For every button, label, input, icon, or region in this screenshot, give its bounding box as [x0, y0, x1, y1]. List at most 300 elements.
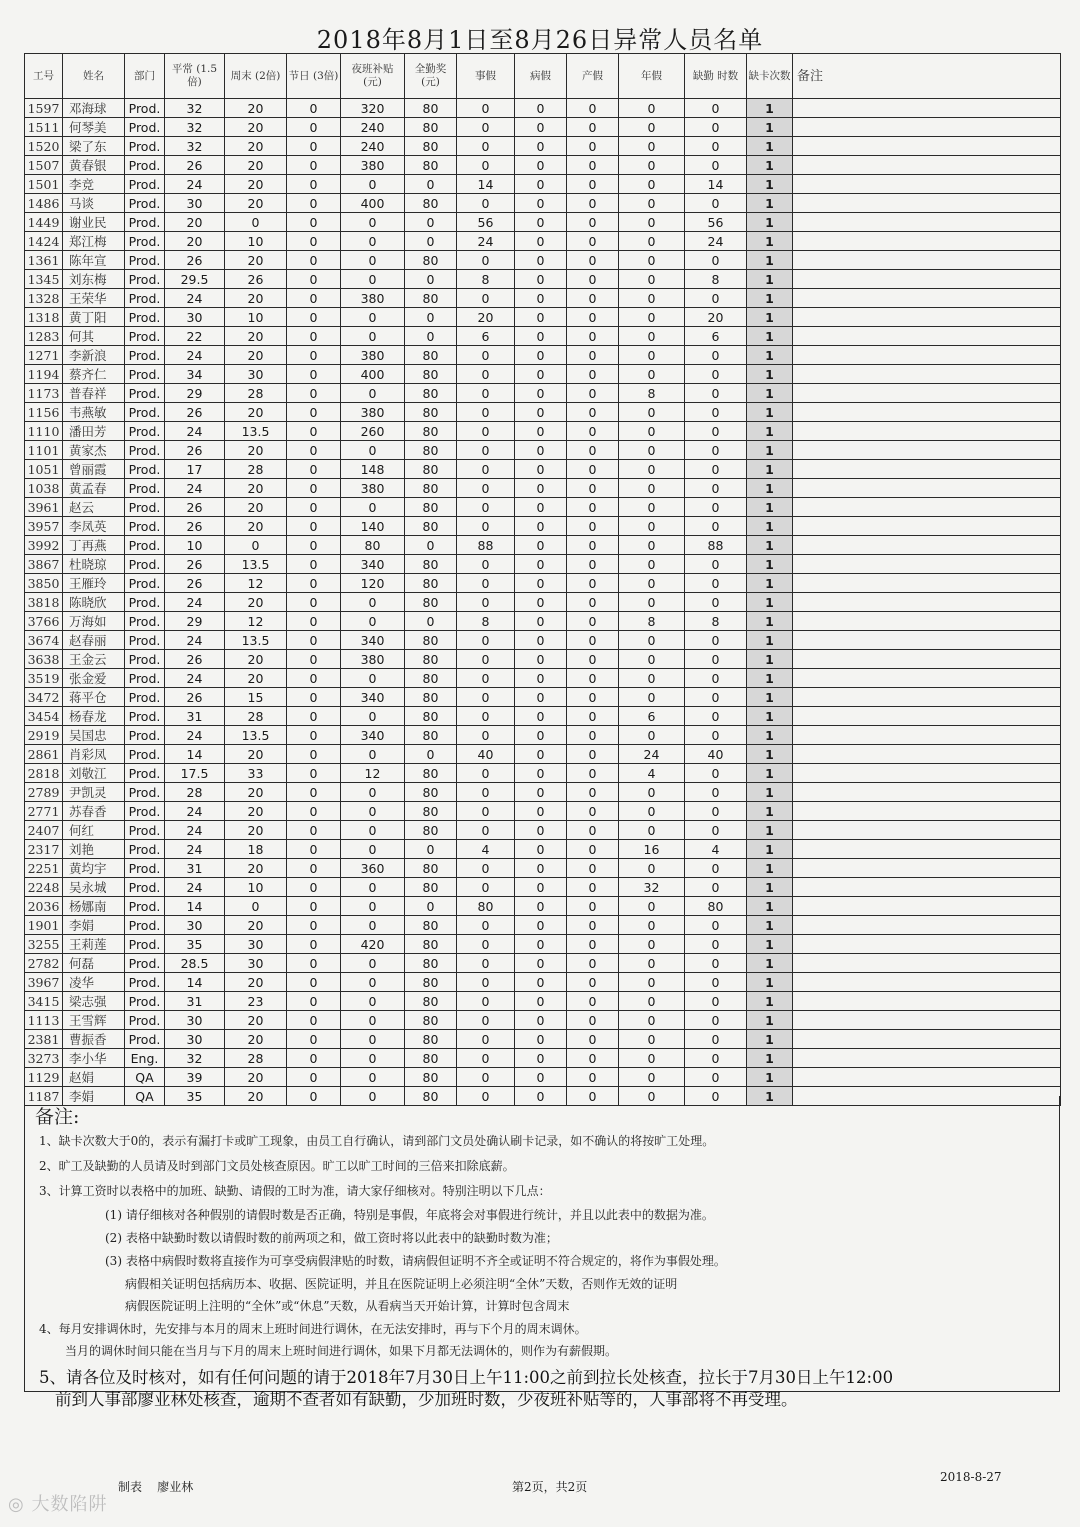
weekend-ot-cell: 20 — [225, 156, 287, 175]
remark-cell — [793, 137, 1061, 156]
weekend-ot-cell: 20 — [225, 1011, 287, 1030]
maternity-leave-cell: 0 — [567, 745, 619, 764]
employee-id-cell: 2861 — [25, 745, 63, 764]
night-allowance-cell: 0 — [341, 1087, 405, 1106]
personal-leave-cell: 0 — [457, 821, 515, 840]
weekend-ot-cell: 20 — [225, 346, 287, 365]
annual-leave-cell: 0 — [619, 802, 685, 821]
weekend-ot-cell: 20 — [225, 403, 287, 422]
remark-cell — [793, 859, 1061, 878]
maternity-leave-cell: 0 — [567, 384, 619, 403]
maternity-leave-cell: 0 — [567, 650, 619, 669]
maternity-leave-cell: 0 — [567, 688, 619, 707]
department-cell: Prod. — [125, 422, 165, 441]
holiday-ot-cell: 0 — [287, 802, 341, 821]
night-allowance-cell: 0 — [341, 1068, 405, 1087]
annual-leave-cell: 4 — [619, 764, 685, 783]
missing-punch-count-cell: 1 — [747, 1068, 793, 1087]
annual-leave-cell: 0 — [619, 403, 685, 422]
maternity-leave-cell: 0 — [567, 479, 619, 498]
sick-leave-cell: 0 — [515, 707, 567, 726]
maternity-leave-cell: 0 — [567, 935, 619, 954]
department-cell: Prod. — [125, 555, 165, 574]
holiday-ot-cell: 0 — [287, 555, 341, 574]
employee-name-cell: 李凤英 — [63, 517, 125, 536]
missing-punch-count-cell: 1 — [747, 346, 793, 365]
maternity-leave-cell: 0 — [567, 270, 619, 289]
table-row — [25, 821, 1061, 840]
sick-leave-cell: 0 — [515, 232, 567, 251]
weekend-ot-cell: 20 — [225, 1068, 287, 1087]
employee-name-cell: 万海如 — [63, 612, 125, 631]
department-cell: Prod. — [125, 802, 165, 821]
page-number: 第2页，共2页 — [512, 1480, 588, 1494]
missing-punch-count-cell: 1 — [747, 289, 793, 308]
employee-name-cell: 刘敬江 — [63, 764, 125, 783]
weekday-ot-cell: 30 — [165, 1011, 225, 1030]
night-allowance-cell: 0 — [341, 384, 405, 403]
header-cell: 缺卡次数 — [747, 54, 793, 99]
employee-id-cell: 3255 — [25, 935, 63, 954]
employee-name-cell: 潘田芳 — [63, 422, 125, 441]
table-row — [25, 251, 1061, 270]
missing-punch-count-cell: 1 — [747, 1030, 793, 1049]
prepared-name: 廖业林 — [157, 1480, 194, 1494]
holiday-ot-cell: 0 — [287, 593, 341, 612]
employee-id-cell: 1187 — [25, 1087, 63, 1106]
weekend-ot-cell: 20 — [225, 783, 287, 802]
employee-id-cell: 2251 — [25, 859, 63, 878]
attendance-bonus-cell: 80 — [405, 935, 457, 954]
annual-leave-cell: 0 — [619, 479, 685, 498]
weekend-ot-cell: 20 — [225, 327, 287, 346]
absence-hours-cell: 88 — [685, 536, 747, 555]
weekend-ot-cell: 20 — [225, 821, 287, 840]
annual-leave-cell: 0 — [619, 498, 685, 517]
employee-id-cell: 1345 — [25, 270, 63, 289]
employee-name-cell: 何其 — [63, 327, 125, 346]
employee-name-cell: 何磊 — [63, 954, 125, 973]
absence-hours-cell: 0 — [685, 1011, 747, 1030]
missing-punch-count-cell: 1 — [747, 327, 793, 346]
attendance-bonus-cell: 80 — [405, 707, 457, 726]
personal-leave-cell: 0 — [457, 574, 515, 593]
holiday-ot-cell: 0 — [287, 821, 341, 840]
department-cell: Prod. — [125, 631, 165, 650]
maternity-leave-cell: 0 — [567, 536, 619, 555]
remark-cell — [793, 1030, 1061, 1049]
sick-leave-cell: 0 — [515, 954, 567, 973]
note-line: 前到人事部廖业林处核查，逾期不查者如有缺勤，少加班时数，少夜班补贴等的，人事部将不再受理。 — [55, 1390, 798, 1409]
annual-leave-cell: 0 — [619, 992, 685, 1011]
missing-punch-count-cell: 1 — [747, 156, 793, 175]
night-allowance-cell: 0 — [341, 498, 405, 517]
remark-cell — [793, 327, 1061, 346]
table-row — [25, 156, 1061, 175]
personal-leave-cell: 0 — [457, 1030, 515, 1049]
table-row — [25, 327, 1061, 346]
personal-leave-cell: 0 — [457, 118, 515, 137]
maternity-leave-cell: 0 — [567, 954, 619, 973]
attendance-bonus-cell: 80 — [405, 593, 457, 612]
table-row — [25, 707, 1061, 726]
annual-leave-cell: 0 — [619, 99, 685, 118]
department-cell: Prod. — [125, 175, 165, 194]
missing-punch-count-cell: 1 — [747, 802, 793, 821]
weekday-ot-cell: 26 — [165, 555, 225, 574]
employee-name-cell: 苏春香 — [63, 802, 125, 821]
weekday-ot-cell: 24 — [165, 840, 225, 859]
header-cell: 夜班补贴 (元) — [341, 54, 405, 99]
missing-punch-count-cell: 1 — [747, 631, 793, 650]
sick-leave-cell: 0 — [515, 840, 567, 859]
remark-cell — [793, 251, 1061, 270]
sick-leave-cell: 0 — [515, 1011, 567, 1030]
attendance-bonus-cell: 80 — [405, 954, 457, 973]
night-allowance-cell: 380 — [341, 289, 405, 308]
employee-name-cell: 吴永城 — [63, 878, 125, 897]
holiday-ot-cell: 0 — [287, 175, 341, 194]
remark-cell — [793, 802, 1061, 821]
weekend-ot-cell: 20 — [225, 1030, 287, 1049]
department-cell: Prod. — [125, 916, 165, 935]
sick-leave-cell: 0 — [515, 973, 567, 992]
table-row — [25, 840, 1061, 859]
attendance-bonus-cell: 80 — [405, 1011, 457, 1030]
night-allowance-cell: 400 — [341, 365, 405, 384]
holiday-ot-cell: 0 — [287, 878, 341, 897]
remark-cell — [793, 574, 1061, 593]
maternity-leave-cell: 0 — [567, 99, 619, 118]
employee-id-cell: 3967 — [25, 973, 63, 992]
personal-leave-cell: 0 — [457, 631, 515, 650]
weekday-ot-cell: 31 — [165, 992, 225, 1011]
attendance-bonus-cell: 0 — [405, 213, 457, 232]
maternity-leave-cell: 0 — [567, 175, 619, 194]
night-allowance-cell: 380 — [341, 156, 405, 175]
department-cell: Prod. — [125, 384, 165, 403]
department-cell: Prod. — [125, 878, 165, 897]
sick-leave-cell: 0 — [515, 726, 567, 745]
absence-hours-cell: 0 — [685, 707, 747, 726]
absence-hours-cell: 0 — [685, 365, 747, 384]
department-cell: Prod. — [125, 498, 165, 517]
maternity-leave-cell: 0 — [567, 612, 619, 631]
personal-leave-cell: 0 — [457, 365, 515, 384]
personal-leave-cell: 0 — [457, 384, 515, 403]
annual-leave-cell: 0 — [619, 916, 685, 935]
attendance-bonus-cell: 80 — [405, 422, 457, 441]
personal-leave-cell: 0 — [457, 802, 515, 821]
table-row — [25, 992, 1061, 1011]
attendance-bonus-cell: 80 — [405, 194, 457, 213]
sick-leave-cell: 0 — [515, 460, 567, 479]
annual-leave-cell: 0 — [619, 650, 685, 669]
holiday-ot-cell: 0 — [287, 764, 341, 783]
header-cell: 产假 — [567, 54, 619, 99]
weekday-ot-cell: 24 — [165, 878, 225, 897]
personal-leave-cell: 0 — [457, 346, 515, 365]
weekday-ot-cell: 34 — [165, 365, 225, 384]
night-allowance-cell: 0 — [341, 821, 405, 840]
weekday-ot-cell: 26 — [165, 498, 225, 517]
holiday-ot-cell: 0 — [287, 783, 341, 802]
attendance-bonus-cell: 0 — [405, 840, 457, 859]
absence-hours-cell: 0 — [685, 555, 747, 574]
remark-cell — [793, 688, 1061, 707]
personal-leave-cell: 0 — [457, 99, 515, 118]
missing-punch-count-cell: 1 — [747, 935, 793, 954]
weekend-ot-cell: 15 — [225, 688, 287, 707]
weekday-ot-cell: 20 — [165, 232, 225, 251]
night-allowance-cell: 0 — [341, 973, 405, 992]
annual-leave-cell: 0 — [619, 783, 685, 802]
personal-leave-cell: 0 — [457, 726, 515, 745]
employee-id-cell: 3850 — [25, 574, 63, 593]
employee-name-cell: 何琴美 — [63, 118, 125, 137]
annual-leave-cell: 0 — [619, 1030, 685, 1049]
attendance-bonus-cell: 80 — [405, 403, 457, 422]
maternity-leave-cell: 0 — [567, 840, 619, 859]
prepared-by — [118, 1478, 193, 1495]
employee-id-cell: 2317 — [25, 840, 63, 859]
holiday-ot-cell: 0 — [287, 1068, 341, 1087]
table-row — [25, 194, 1061, 213]
attendance-bonus-cell: 80 — [405, 878, 457, 897]
personal-leave-cell: 20 — [457, 308, 515, 327]
attendance-bonus-cell: 0 — [405, 308, 457, 327]
sick-leave-cell: 0 — [515, 1087, 567, 1106]
employee-id-cell: 1101 — [25, 441, 63, 460]
remark-cell — [793, 289, 1061, 308]
holiday-ot-cell: 0 — [287, 213, 341, 232]
maternity-leave-cell: 0 — [567, 555, 619, 574]
maternity-leave-cell: 0 — [567, 574, 619, 593]
employee-id-cell: 3638 — [25, 650, 63, 669]
personal-leave-cell: 0 — [457, 441, 515, 460]
employee-name-cell: 凌华 — [63, 973, 125, 992]
table-row — [25, 365, 1061, 384]
maternity-leave-cell: 0 — [567, 289, 619, 308]
weekend-ot-cell: 18 — [225, 840, 287, 859]
weekday-ot-cell: 24 — [165, 631, 225, 650]
absence-hours-cell: 0 — [685, 992, 747, 1011]
maternity-leave-cell: 0 — [567, 859, 619, 878]
employee-id-cell: 1113 — [25, 1011, 63, 1030]
holiday-ot-cell: 0 — [287, 517, 341, 536]
employee-name-cell: 蒋平仓 — [63, 688, 125, 707]
maternity-leave-cell: 0 — [567, 631, 619, 650]
weekday-ot-cell: 26 — [165, 441, 225, 460]
weekday-ot-cell: 14 — [165, 745, 225, 764]
missing-punch-count-cell: 1 — [747, 992, 793, 1011]
weekend-ot-cell: 20 — [225, 479, 287, 498]
absence-hours-cell: 0 — [685, 650, 747, 669]
missing-punch-count-cell: 1 — [747, 365, 793, 384]
employee-id-cell: 3818 — [25, 593, 63, 612]
remark-cell — [793, 536, 1061, 555]
sick-leave-cell: 0 — [515, 555, 567, 574]
remark-cell — [793, 707, 1061, 726]
note-line: (1) 请仔细核对各种假别的请假时数是否正确，特别是事假，年底将会对事假进行统计，并且以此表中的数据为准。 — [105, 1208, 714, 1222]
missing-punch-count-cell: 1 — [747, 593, 793, 612]
department-cell: Prod. — [125, 118, 165, 137]
remark-cell — [793, 384, 1061, 403]
personal-leave-cell: 0 — [457, 669, 515, 688]
sick-leave-cell: 0 — [515, 479, 567, 498]
weekday-ot-cell: 26 — [165, 574, 225, 593]
weekday-ot-cell: 29 — [165, 612, 225, 631]
annual-leave-cell: 0 — [619, 156, 685, 175]
remark-cell — [793, 232, 1061, 251]
weekday-ot-cell: 24 — [165, 346, 225, 365]
annual-leave-cell: 0 — [619, 251, 685, 270]
table-row — [25, 441, 1061, 460]
remark-cell — [793, 460, 1061, 479]
remark-cell — [793, 517, 1061, 536]
weekend-ot-cell: 28 — [225, 460, 287, 479]
table-row — [25, 859, 1061, 878]
employee-name-cell: 杨春龙 — [63, 707, 125, 726]
remark-cell — [793, 498, 1061, 517]
employee-name-cell: 刘东梅 — [63, 270, 125, 289]
absence-hours-cell: 0 — [685, 346, 747, 365]
maternity-leave-cell: 0 — [567, 327, 619, 346]
department-cell: Prod. — [125, 859, 165, 878]
missing-punch-count-cell: 1 — [747, 688, 793, 707]
remark-cell — [793, 99, 1061, 118]
absence-hours-cell: 0 — [685, 764, 747, 783]
missing-punch-count-cell: 1 — [747, 213, 793, 232]
sick-leave-cell: 0 — [515, 1068, 567, 1087]
annual-leave-cell: 0 — [619, 1087, 685, 1106]
weekday-ot-cell: 24 — [165, 479, 225, 498]
weekend-ot-cell: 13.5 — [225, 422, 287, 441]
annual-leave-cell: 0 — [619, 555, 685, 574]
watermark-logo — [8, 1490, 107, 1516]
department-cell: Prod. — [125, 821, 165, 840]
weekend-ot-cell: 20 — [225, 669, 287, 688]
holiday-ot-cell: 0 — [287, 973, 341, 992]
attendance-bonus-cell: 80 — [405, 669, 457, 688]
weekday-ot-cell: 32 — [165, 1049, 225, 1068]
missing-punch-count-cell: 1 — [747, 232, 793, 251]
weekend-ot-cell: 20 — [225, 517, 287, 536]
personal-leave-cell: 0 — [457, 593, 515, 612]
maternity-leave-cell: 0 — [567, 707, 619, 726]
absence-hours-cell: 0 — [685, 99, 747, 118]
holiday-ot-cell: 0 — [287, 232, 341, 251]
holiday-ot-cell: 0 — [287, 840, 341, 859]
sick-leave-cell: 0 — [515, 327, 567, 346]
department-cell: Prod. — [125, 460, 165, 479]
missing-punch-count-cell: 1 — [747, 783, 793, 802]
weekday-ot-cell: 30 — [165, 1030, 225, 1049]
weekday-ot-cell: 32 — [165, 118, 225, 137]
attendance-bonus-cell: 80 — [405, 821, 457, 840]
night-allowance-cell: 0 — [341, 707, 405, 726]
maternity-leave-cell: 0 — [567, 156, 619, 175]
employee-id-cell: 1901 — [25, 916, 63, 935]
personal-leave-cell: 56 — [457, 213, 515, 232]
sick-leave-cell: 0 — [515, 403, 567, 422]
attendance-bonus-cell: 80 — [405, 498, 457, 517]
weekend-ot-cell: 20 — [225, 289, 287, 308]
table-row — [25, 308, 1061, 327]
night-allowance-cell: 0 — [341, 251, 405, 270]
absence-hours-cell: 0 — [685, 935, 747, 954]
employee-id-cell: 1511 — [25, 118, 63, 137]
missing-punch-count-cell: 1 — [747, 460, 793, 479]
sick-leave-cell: 0 — [515, 346, 567, 365]
night-allowance-cell: 400 — [341, 194, 405, 213]
department-cell: Prod. — [125, 688, 165, 707]
department-cell: Prod. — [125, 308, 165, 327]
employee-id-cell: 3674 — [25, 631, 63, 650]
annual-leave-cell: 0 — [619, 517, 685, 536]
attendance-bonus-cell: 80 — [405, 1049, 457, 1068]
attendance-bonus-cell: 80 — [405, 517, 457, 536]
weekday-ot-cell: 30 — [165, 308, 225, 327]
personal-leave-cell: 0 — [457, 194, 515, 213]
personal-leave-cell: 0 — [457, 707, 515, 726]
header-cell: 工号 — [25, 54, 63, 99]
employee-name-cell: 李竞 — [63, 175, 125, 194]
table-row — [25, 1049, 1061, 1068]
missing-punch-count-cell: 1 — [747, 973, 793, 992]
personal-leave-cell: 0 — [457, 137, 515, 156]
employee-name-cell: 尹凯灵 — [63, 783, 125, 802]
weekday-ot-cell: 24 — [165, 669, 225, 688]
header-cell: 平常 (1.5倍) — [165, 54, 225, 99]
employee-name-cell: 杜晓琼 — [63, 555, 125, 574]
weekend-ot-cell: 13.5 — [225, 726, 287, 745]
employee-name-cell: 黄春银 — [63, 156, 125, 175]
header-cell: 姓名 — [63, 54, 125, 99]
weekend-ot-cell: 20 — [225, 745, 287, 764]
night-allowance-cell: 320 — [341, 99, 405, 118]
remark-cell — [793, 593, 1061, 612]
attendance-bonus-cell: 80 — [405, 460, 457, 479]
employee-name-cell: 黄均宇 — [63, 859, 125, 878]
holiday-ot-cell: 0 — [287, 118, 341, 137]
employee-id-cell: 3454 — [25, 707, 63, 726]
maternity-leave-cell: 0 — [567, 137, 619, 156]
employee-name-cell: 吴国忠 — [63, 726, 125, 745]
absence-hours-cell: 0 — [685, 973, 747, 992]
employee-id-cell: 3867 — [25, 555, 63, 574]
table-row — [25, 688, 1061, 707]
remark-cell — [793, 631, 1061, 650]
missing-punch-count-cell: 1 — [747, 194, 793, 213]
absence-hours-cell: 8 — [685, 612, 747, 631]
attendance-bonus-cell: 80 — [405, 289, 457, 308]
department-cell: Prod. — [125, 726, 165, 745]
night-allowance-cell: 148 — [341, 460, 405, 479]
annual-leave-cell: 0 — [619, 726, 685, 745]
employee-id-cell: 1449 — [25, 213, 63, 232]
personal-leave-cell: 0 — [457, 859, 515, 878]
night-allowance-cell: 80 — [341, 536, 405, 555]
maternity-leave-cell: 0 — [567, 916, 619, 935]
header-cell: 事假 — [457, 54, 515, 99]
night-allowance-cell: 0 — [341, 270, 405, 289]
holiday-ot-cell: 0 — [287, 536, 341, 555]
table-row — [25, 118, 1061, 137]
maternity-leave-cell: 0 — [567, 992, 619, 1011]
missing-punch-count-cell: 1 — [747, 612, 793, 631]
night-allowance-cell: 140 — [341, 517, 405, 536]
